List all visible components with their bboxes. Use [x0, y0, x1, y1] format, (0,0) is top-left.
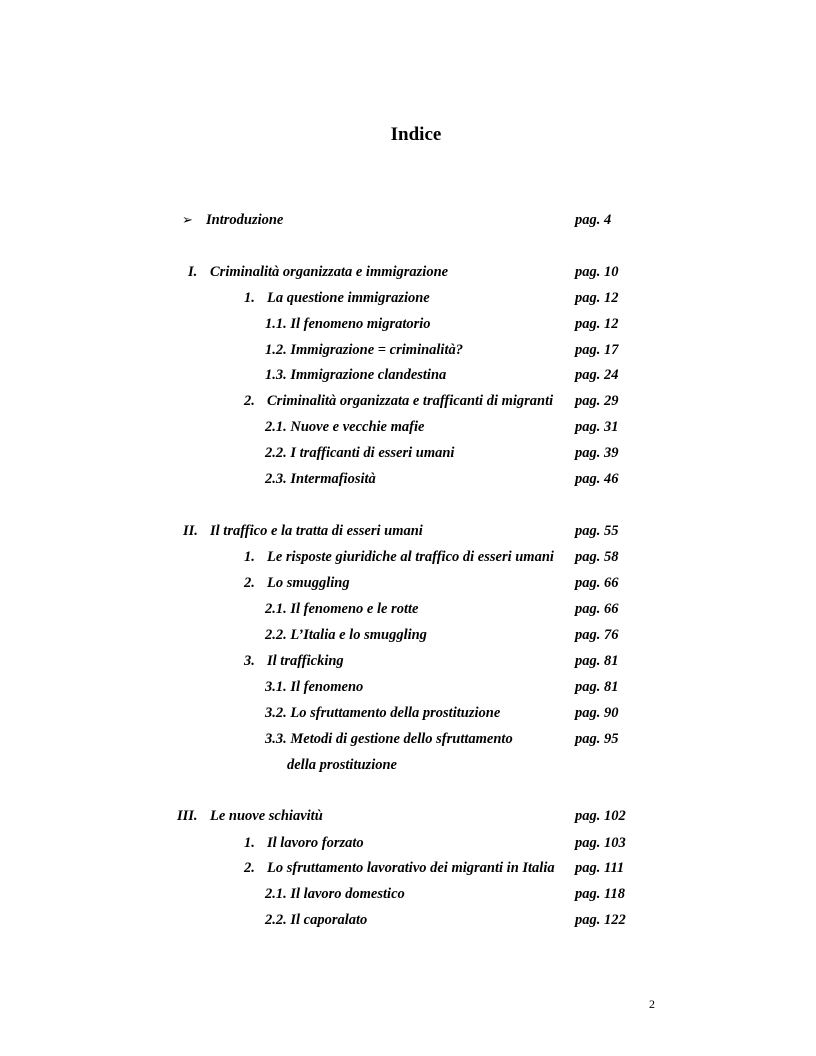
subsection-title: 2.1. Nuove e vecchie mafie [265, 419, 425, 435]
toc-page-ref: pag. 118 [575, 886, 625, 902]
toc-entry-label: Introduzione [206, 212, 284, 228]
chapter-title: Criminalità organizzata e immigrazione [210, 264, 449, 280]
toc-page-ref: pag. 102 [575, 808, 626, 824]
section-title: La questione immigrazione [267, 290, 430, 306]
chapter-title: Il traffico e la tratta di esseri umani [210, 523, 423, 539]
toc-page-ref: pag. 46 [575, 471, 619, 487]
section-title: Le risposte giuridiche al traffico di esseri umani [267, 549, 554, 565]
toc-page-ref: pag. 58 [575, 549, 619, 565]
toc-page-ref: pag. 76 [575, 627, 619, 643]
toc-page-ref: pag. 39 [575, 445, 619, 461]
subsection-title: 1.2. Immigrazione = criminalità? [265, 342, 463, 358]
subsection-title: 2.1. Il fenomeno e le rotte [265, 601, 419, 617]
section-title: Lo sfruttamento lavorativo dei migranti in Italia [267, 860, 555, 876]
section-title: Lo smuggling [267, 575, 350, 591]
subsection-title: 3.1. Il fenomeno [265, 679, 364, 695]
subsection-title: 3.3. Metodi di gestione dello sfruttamento [265, 731, 513, 747]
subsection-title: 1.3. Immigrazione clandestina [265, 367, 447, 383]
subsection-title: 2.2. Il caporalato [265, 912, 368, 928]
toc-page-ref: pag. 4 [575, 212, 612, 228]
toc-page-ref: pag. 66 [575, 601, 619, 617]
toc-page-ref: pag. 10 [575, 264, 619, 280]
toc-page-ref: pag. 90 [575, 705, 619, 721]
chapter-number: I. [188, 264, 198, 280]
toc-page-ref: pag. 81 [575, 653, 619, 669]
toc-page-ref: pag. 122 [575, 912, 626, 928]
toc-page-ref: pag. 81 [575, 679, 619, 695]
section-title: Il trafficking [267, 653, 344, 669]
chapter-title: Le nuove schiavitù [210, 808, 323, 824]
toc-page-ref: pag. 12 [575, 290, 619, 306]
subsection-title-line-2: della prostituzione [287, 757, 397, 773]
arrow-bullet-icon: ➢ [182, 212, 193, 227]
section-number: 2. [244, 860, 255, 876]
chapter-number: III. [177, 808, 198, 824]
section-number: 2. [244, 575, 255, 591]
page-title: Indice [390, 124, 442, 145]
section-number: 1. [244, 835, 255, 851]
toc-page-ref: pag. 103 [575, 835, 626, 851]
section-number: 1. [244, 549, 255, 565]
section-title: Il lavoro forzato [267, 835, 364, 851]
page-number: 2 [649, 997, 655, 1011]
toc-page-ref: pag. 95 [575, 731, 619, 747]
section-title: Criminalità organizzata e trafficanti di migranti [267, 393, 554, 409]
chapter-number: II. [183, 523, 198, 539]
subsection-title: 3.2. Lo sfruttamento della prostituzione [265, 705, 501, 721]
subsection-title: 2.3. Intermafiosità [265, 471, 376, 487]
subsection-title: 2.1. Il lavoro domestico [265, 886, 405, 902]
toc-page-ref: pag. 24 [575, 367, 619, 383]
section-number: 3. [244, 653, 255, 669]
toc-page-ref: pag. 55 [575, 523, 619, 539]
toc-page-ref: pag. 111 [575, 860, 625, 876]
toc-page-ref: pag. 12 [575, 316, 619, 332]
section-number: 1. [244, 290, 255, 306]
subsection-title: 2.2. I trafficanti di esseri umani [265, 445, 455, 461]
subsection-title: 1.1. Il fenomeno migratorio [265, 316, 431, 332]
toc-page-ref: pag. 29 [575, 393, 619, 409]
toc-page-ref: pag. 31 [575, 419, 619, 435]
toc-page-ref: pag. 17 [575, 342, 619, 358]
section-number: 2. [244, 393, 255, 409]
subsection-title: 2.2. L’Italia e lo smuggling [265, 627, 427, 643]
toc-page-ref: pag. 66 [575, 575, 619, 591]
